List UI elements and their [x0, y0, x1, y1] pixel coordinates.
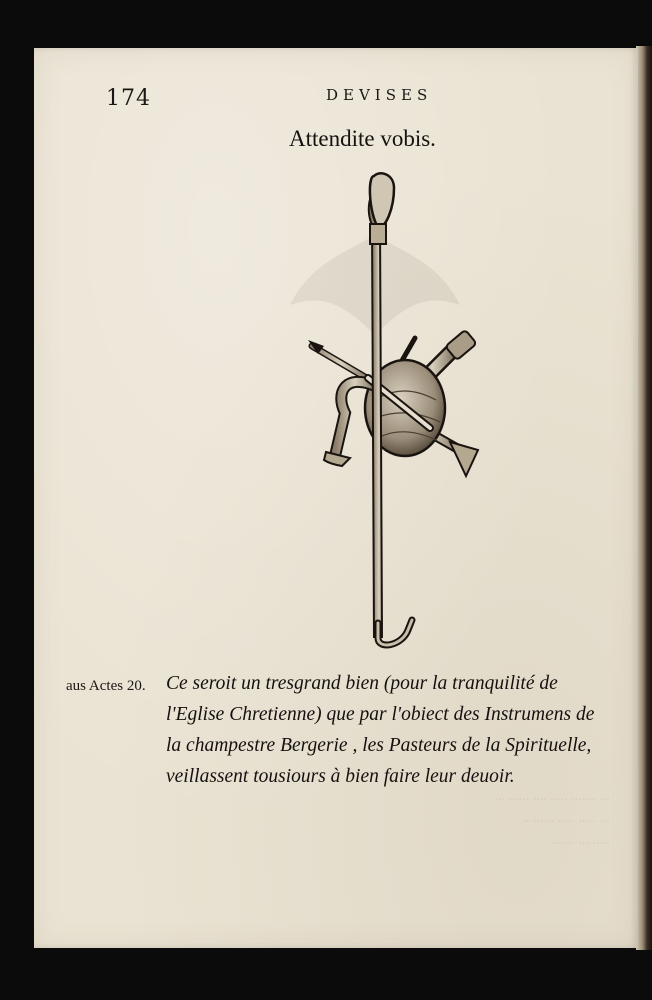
running-head: DEVISES: [326, 86, 433, 104]
book-page-edge: [636, 46, 652, 950]
marginal-note: aus Actes 20.: [66, 678, 146, 694]
emblem-motto: Attendite vobis.: [289, 126, 436, 151]
commentary-line: Ce seroit un tresgrand bien (pour la tranquilité de: [166, 673, 558, 694]
commentary-line: veillassent tousiours à bien faire leur deuoir.: [166, 766, 515, 787]
show-through-text: ··· ······· ····· ···· ······ ··· ··· ····· ····· ······ ·· ····· ··· ·······: [494, 793, 610, 852]
bagpipe-crook-emblem-icon: [290, 168, 490, 658]
emblem-commentary: [166, 668, 616, 792]
commentary-line: l'Eglise Chretienne) que par l'obiect des Instrumens de: [166, 704, 595, 725]
page-number: 174: [106, 86, 151, 111]
commentary-line: la champestre Bergerie , les Pasteurs de la Spirituelle,: [166, 735, 592, 756]
